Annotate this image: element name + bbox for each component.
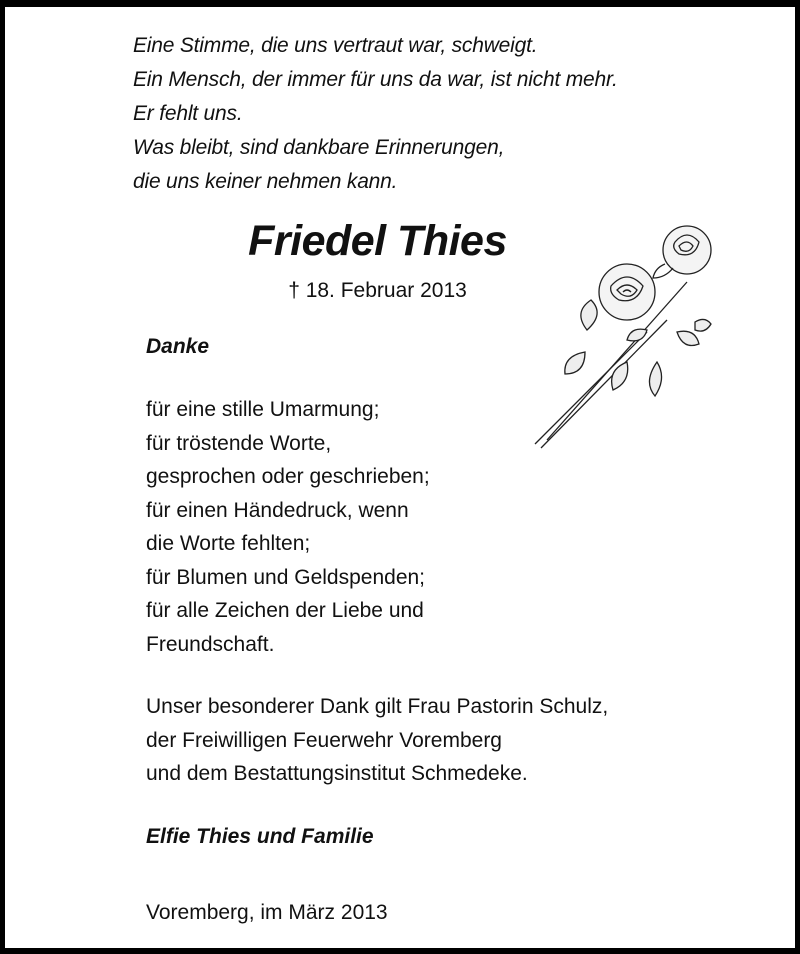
death-date: † 18. Februar 2013 [288,279,467,302]
family-signature: Elfie Thies und Familie [146,825,374,848]
thanks-line: die Worte fehlten; [146,532,311,555]
poem-line: die uns keiner nehmen kann. [133,170,398,193]
special-thanks-line: der Freiwilligen Feuerwehr Voremberg [146,728,502,752]
thanks-line: gesprochen oder geschrieben; [146,465,430,488]
thanks-line: für einen Händedruck, wenn [146,498,409,522]
thanks-line: für alle Zeichen der Liebe und [146,599,424,622]
thanks-list [146,393,430,661]
memorial-poem [133,29,618,199]
poem-line: Eine Stimme, die uns vertraut war, schweigt. [133,34,538,57]
special-thanks-line: und dem Bestattungsinstitut Schmedeke. [146,762,528,785]
thanks-line: für eine stille Umarmung; [146,398,380,421]
thanks-title: Danke [146,335,210,358]
thanks-line: Freundschaft. [146,632,275,656]
thanks-line: für Blumen und Geldspenden; [146,565,426,589]
thanks-line: für tröstende Worte, [146,431,332,455]
poem-line: Ein Mensch, der immer für uns da war, ist nicht mehr. [133,68,618,91]
place-and-date: Voremberg, im März 2013 [146,901,388,924]
obituary-notice [5,7,795,948]
special-thanks [146,690,608,791]
poem-line: Er fehlt uns. [133,102,243,125]
deceased-name: Friedel Thies [248,217,507,265]
special-thanks-line: Unser besonderer Dank gilt Frau Pastorin Schulz, [146,695,609,718]
poem-line: Was bleibt, sind dankbare Erinnerungen, [133,136,505,159]
roses-icon [527,212,717,452]
